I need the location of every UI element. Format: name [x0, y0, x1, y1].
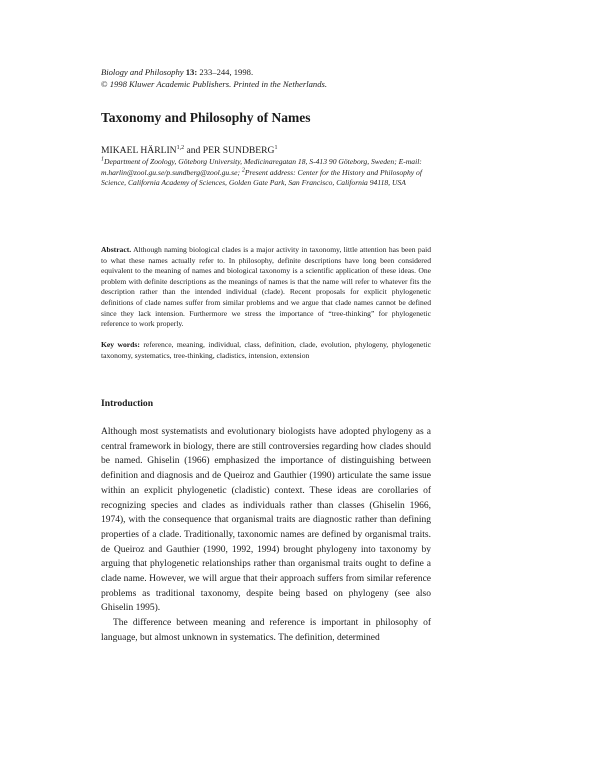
journal-name: Biology and Philosophy: [101, 67, 184, 77]
affiliation-1: Department of Zoology, Göteborg University, Medicinaregatan 18, S-413 90 Göteborg, Sweden; E-mail: m.harlin@zool.gu.se/p.sundberg@zool.gu.se;: [101, 157, 422, 177]
keywords: [101, 340, 431, 361]
introduction-body: [101, 425, 431, 646]
author-line: [101, 145, 431, 157]
author-sundberg: PER SUNDBERG: [202, 145, 275, 156]
paper-title: Taxonomy and Philosophy of Names: [101, 110, 311, 125]
abstract-text: Although naming biological clades is a major activity in taxonomy, little attention has been paid to what these names actually refer to. In philosophy, definite descriptions have long been considered equivalent to the meaning of names and biological taxonomy is a scientific application of these ideas. One problem with definite descriptions as the meanings of names is that the name will refer to whatever fits the description rather than the intended individual (clade). Recent proposals for explicit phylogenetic definitions of clade names suffer from similar problems and we argue that clade names cannot be defined since they lack intension. Furthermore we stress the importance of “tree-thinking” for phylogenetic reference to work properly.: [101, 245, 431, 329]
journal-volume: 13:: [185, 67, 198, 77]
copyright-icon: ©: [101, 79, 108, 89]
abstract: [101, 245, 431, 330]
journal-pages: 233–244, 1998.: [199, 67, 254, 77]
journal-header: [101, 66, 431, 90]
copyright-text: 1998 Kluwer Academic Publishers. Printed in the Netherlands.: [109, 79, 327, 89]
author-harlin: MIKAEL HÄRLIN: [101, 145, 177, 156]
author-harlin-affiliation-mark: 1,2: [176, 144, 185, 151]
copyright-line: [101, 78, 431, 90]
keywords-label: Key words:: [101, 340, 140, 349]
affiliation-mark-2: 2: [241, 167, 245, 174]
author-sundberg-affiliation-mark: 1: [274, 144, 278, 151]
body-paragraph-2: The difference between meaning and reference is important in philosophy of language, but almost unknown in systematics. The definition, determined: [101, 618, 431, 643]
body-paragraph-1: Although most systematists and evolutionary biologists have adopted phylogeny as a central framework in biology, there are still controversies regarding how clades should be named. Ghiselin (1966) emphasized the importance of distinguishing between definition and diagnosis and de Queiroz and Gauthier (1990) articulate the same issue within an explicit phylogenetic (cladistic) context. These ideas are corollaries of recognizing species and clades as individuals rather than classes (Ghiselin 1966, 1974), with the consequence that organismal traits are diagnostic rather than defining properties of a clade. Traditionally, taxonomic names are defined by organismal traits. de Queiroz and Gauthier (1990, 1992, 1994) brought phylogeny into taxonomy by arguing that phylogenetic relationships rather than organismal traits ought to define a clade name. However, we will argue that their approach suffers from similar reference problems as traditional taxonomy, despite being based on phylogeny (see also Ghiselin 1995).: [101, 427, 431, 614]
citation-line: [101, 66, 431, 78]
section-heading-introduction: Introduction: [101, 398, 154, 409]
abstract-label: Abstract.: [101, 245, 132, 254]
affiliation-mark-1: 1: [101, 156, 104, 163]
affiliations: [101, 157, 431, 189]
affiliation-2: Present address: Center for the History and Philosophy of Science, California Academy of Sciences, Golden Gate Park, San Francisco, California 94118, USA: [101, 167, 422, 188]
author-conjunction: and: [186, 145, 201, 156]
keywords-text: reference, meaning, individual, class, definition, clade, evolution, phylogeny, phylogenetic taxonomy, systematics, tree-thinking, cladistics, intension, extension: [101, 340, 431, 360]
